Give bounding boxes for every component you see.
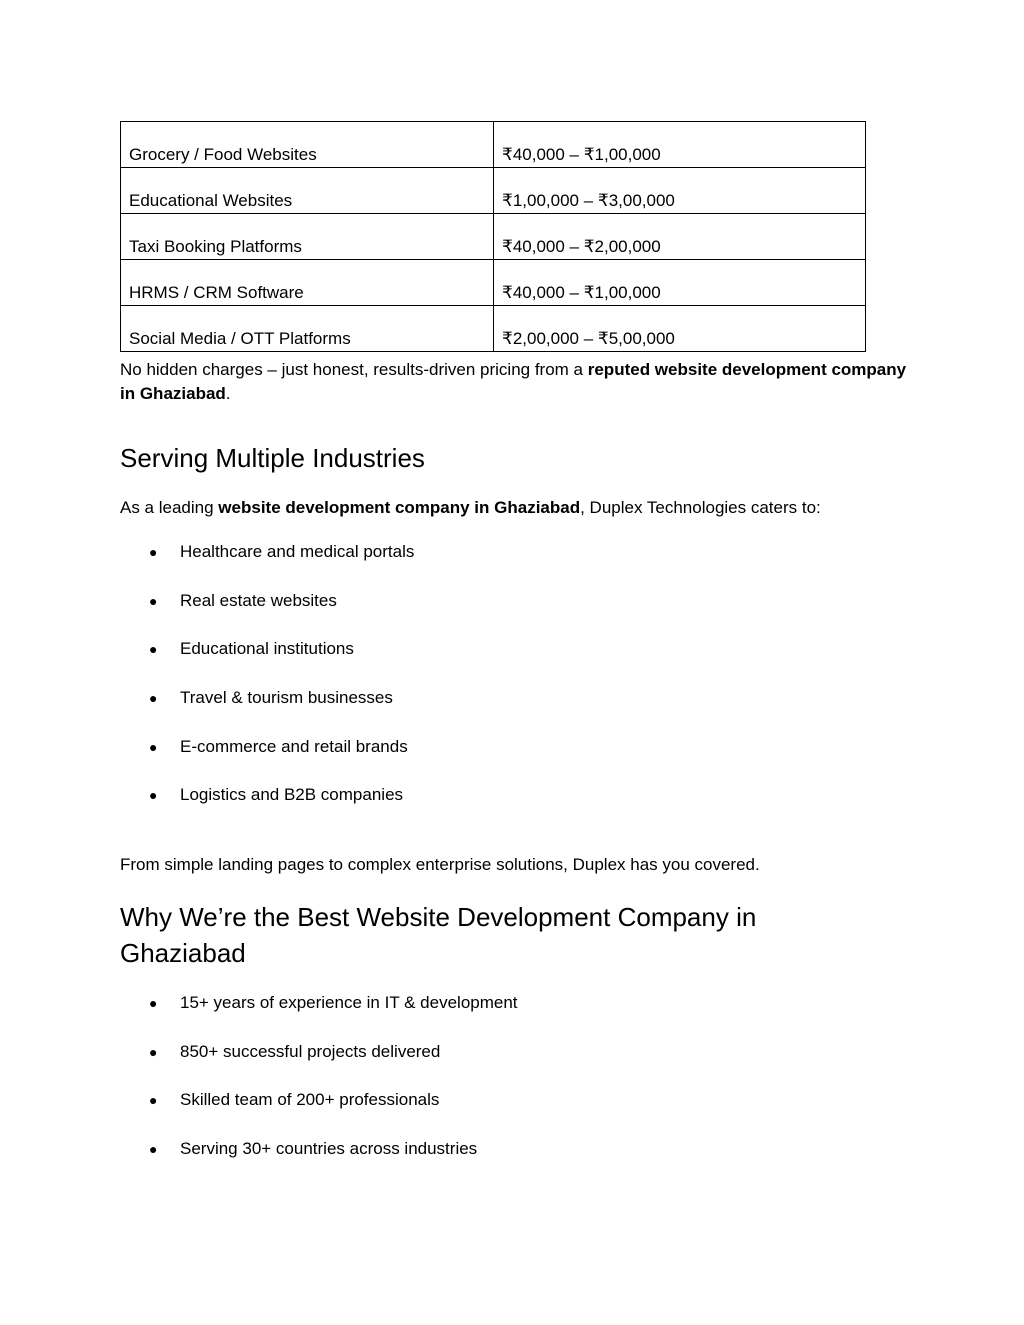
list-item-text: Skilled team of 200+ professionals [180, 1090, 440, 1110]
list-item-text: Serving 30+ countries across industries [180, 1139, 478, 1159]
industries-intro-tail: , Duplex Technologies caters to: [580, 498, 821, 517]
why-us-list [120, 993, 900, 1188]
list-item-text: Travel & tourism businesses [180, 688, 393, 708]
list-item-text: Real estate websites [180, 590, 337, 610]
table-row [121, 168, 866, 214]
table-cell-type: Educational Websites [121, 168, 494, 214]
bullet-icon: ● [149, 995, 158, 1011]
table-row [121, 214, 866, 260]
bullet-icon: ● [149, 738, 158, 755]
list-item-text: Logistics and B2B companies [180, 785, 404, 805]
list-item [120, 785, 900, 834]
table-cell-type: Grocery / Food Websites [121, 122, 494, 168]
table-cell-price: ₹40,000 – ₹1,00,000 [494, 260, 866, 306]
bullet-icon: ● [149, 641, 158, 658]
list-item [120, 639, 900, 688]
bullet-icon: ● [149, 1141, 158, 1158]
table-cell-type: Taxi Booking Platforms [121, 214, 494, 260]
list-item [120, 688, 900, 737]
industries-intro [120, 496, 910, 520]
list-item [120, 1090, 900, 1139]
list-item-text: E-commerce and retail brands [180, 736, 408, 756]
list-item [120, 1139, 900, 1188]
list-item-text: Healthcare and medical portals [180, 542, 415, 561]
pricing-note-text: No hidden charges – just honest, results-driven pricing from a [120, 360, 588, 379]
list-item [120, 993, 900, 1042]
bullet-icon: ● [149, 592, 158, 609]
list-item [120, 542, 900, 591]
list-item-text: 15+ years of experience in IT & development [180, 993, 518, 1012]
list-item-text: Educational institutions [180, 639, 354, 659]
bullet-icon: ● [149, 544, 158, 560]
bullet-icon: ● [149, 787, 158, 804]
list-item-text: 850+ successful projects delivered [180, 1041, 441, 1061]
table-row [121, 122, 866, 168]
list-item [120, 1042, 900, 1091]
bullet-icon: ● [149, 690, 158, 707]
bullet-icon: ● [149, 1043, 158, 1060]
table-row [121, 260, 866, 306]
table-cell-type: Social Media / OTT Platforms [121, 306, 494, 352]
list-item [120, 737, 900, 786]
industries-closing: From simple landing pages to complex enterprise solutions, Duplex has you covered. [120, 855, 760, 874]
table-cell-price: ₹40,000 – ₹2,00,000 [494, 214, 866, 260]
pricing-note-tail: . [225, 384, 231, 403]
table-cell-price: ₹40,000 – ₹1,00,000 [494, 122, 866, 168]
table-cell-price: ₹2,00,000 – ₹5,00,000 [494, 306, 866, 352]
pricing-note [120, 358, 910, 406]
pricing-note-bold: reputed website development company in Ghaziabad [120, 360, 907, 403]
table-row [121, 306, 866, 352]
bullet-icon: ● [149, 1092, 158, 1109]
pricing-table [120, 121, 866, 352]
list-item [120, 591, 900, 640]
table-cell-type: HRMS / CRM Software [121, 260, 494, 306]
industries-intro-bold: website development company in Ghaziabad [218, 498, 581, 517]
table-cell-price: ₹1,00,000 – ₹3,00,000 [494, 168, 866, 214]
why-us-heading: Why We’re the Best Website Development Company in Ghaziabad [120, 902, 757, 968]
industries-intro-text: As a leading [120, 498, 219, 517]
industries-heading: Serving Multiple Industries [120, 443, 425, 473]
industries-list [120, 542, 900, 834]
